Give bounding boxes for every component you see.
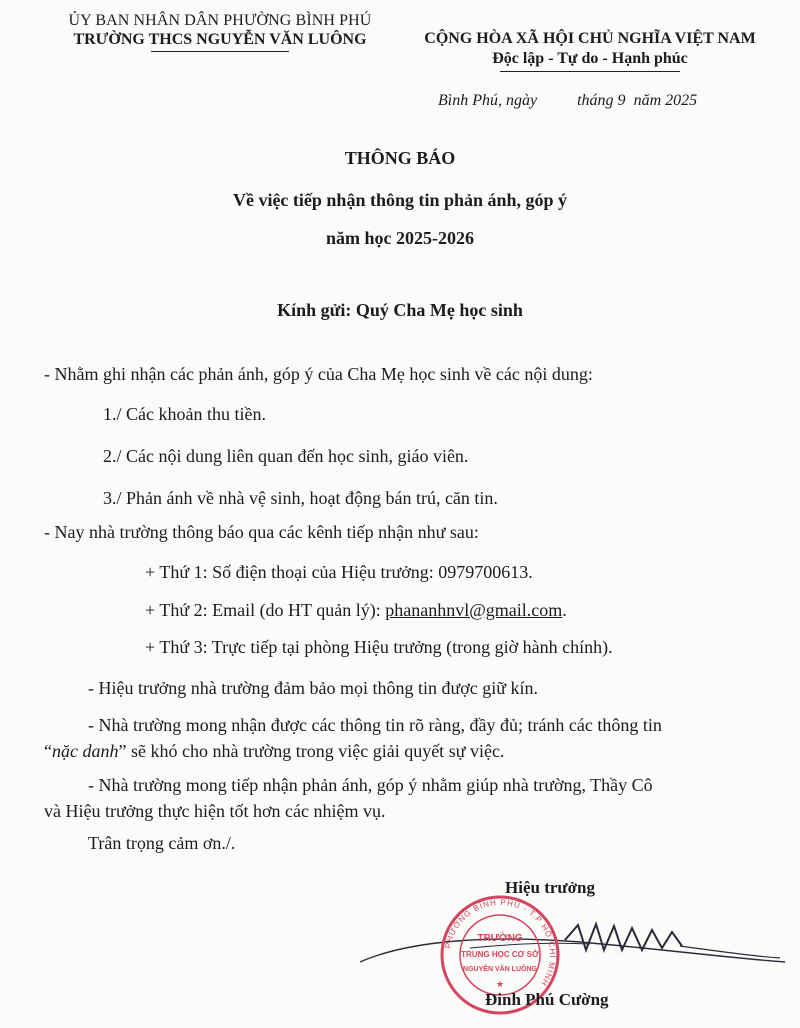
date-place: Bình Phú, xyxy=(438,92,502,109)
document-title: THÔNG BÁO xyxy=(344,148,456,168)
list-item: 3./ Phản ánh về nhà vệ sinh, hoạt động bán trú, căn tin. xyxy=(103,488,498,508)
channel-in-person: + Thứ 3: Trực tiếp tại phòng Hiệu trưởng (trong giờ hành chính). xyxy=(145,637,613,657)
date-day: ngày xyxy=(506,92,538,109)
date-line xyxy=(438,92,697,110)
signer-title: Hiệu trưởng xyxy=(505,878,595,897)
issuer-block xyxy=(40,12,400,52)
quote-open: “ xyxy=(44,741,52,761)
date-month: tháng 9 xyxy=(577,92,626,109)
seal-ring-text: PHƯỜNG BÌNH PHÚ - T.P HỒ CHÍ MINH xyxy=(443,897,558,989)
school-name: TRƯỜNG THCS NGUYỄN VĂN LUÔNG xyxy=(73,31,367,48)
document-subtitle: Về việc tiếp nhận thông tin phản ánh, góp ý xyxy=(232,190,568,210)
closing-thanks: Trân trọng cảm ơn./. xyxy=(88,833,236,853)
signer-name: Đinh Phú Cường xyxy=(485,990,609,1009)
greeting: Kính gửi: Quý Cha Mẹ học sinh xyxy=(277,300,523,320)
school-year: năm học 2025-2026 xyxy=(326,228,474,248)
clarity-paragraph-line2 xyxy=(44,741,504,762)
motto-underline xyxy=(500,71,680,72)
channels-intro: - Nay nhà trường thông báo qua các kênh tiếp nhận như sau: xyxy=(44,522,479,542)
clarity-rest: ” sẽ khó cho nhà trường trong việc giải quyết sự việc. xyxy=(118,741,505,761)
seal-line-3: NGUYỄN VĂN LUÔNG xyxy=(463,966,537,973)
republic-name: CỘNG HÒA XÃ HỘI CHỦ NGHĨA VIỆT NAM xyxy=(424,30,756,47)
channel-phone: + Thứ 1: Số điện thoại của Hiệu trưởng: 0979700613. xyxy=(145,562,533,582)
channel-email-label: + Thứ 2: Email (do HT quản lý): xyxy=(145,600,386,620)
list-item: 1./ Các khoản thu tiền. xyxy=(103,404,266,424)
hope-paragraph-line2: và Hiệu trưởng thực hiện tốt hơn các nhiệm vụ. xyxy=(44,801,386,821)
seal-line-1: TRƯỜNG xyxy=(477,933,523,944)
national-heading xyxy=(410,30,770,72)
email-link[interactable]: phananhnvl@gmail.com xyxy=(385,600,563,620)
authority-name: ỦY BAN NHÂN DÂN PHƯỜNG BÌNH PHÚ xyxy=(68,12,372,29)
seal-star-icon: ★ xyxy=(495,979,505,989)
intro-paragraph: - Nhằm ghi nhận các phản ánh, góp ý của Cha Mẹ học sinh về các nội dung: xyxy=(44,364,593,384)
national-motto: Độc lập - Tự do - Hạnh phúc xyxy=(492,50,688,67)
confidentiality-paragraph: - Hiệu trưởng nhà trường đảm bảo mọi thông tin được giữ kín. xyxy=(88,678,539,698)
clarity-paragraph-line1: - Nhà trường mong nhận được các thông tin rõ ràng, đầy đủ; tránh các thông tin xyxy=(88,715,662,735)
date-year: năm 2025 xyxy=(633,92,698,109)
hope-paragraph-line1: - Nhà trường mong tiếp nhận phản ánh, góp ý nhằm giúp nhà trường, Thầy Cô xyxy=(88,775,653,795)
seal-line-2: TRUNG HỌC CƠ SỞ xyxy=(461,950,539,959)
list-item: 2./ Các nội dung liên quan đến học sinh, giáo viên. xyxy=(103,446,469,466)
anonymous-term: nặc danh xyxy=(52,741,119,761)
channel-email-end: . xyxy=(562,600,567,620)
channel-email xyxy=(145,600,567,621)
issuer-underline xyxy=(151,51,289,52)
